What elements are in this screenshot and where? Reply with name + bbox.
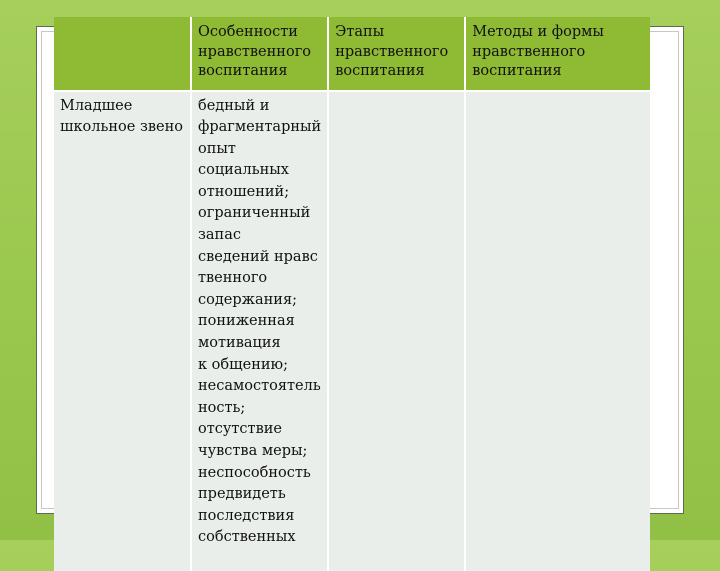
header-cell-methods: Методы и формы нравственного воспитания (465, 17, 650, 91)
cell-features: бедный и фрагментарный опыт социальных отношений; ограниченный запас сведений нравс твенного содержания; пониженная мотивация к общению; несамостоятель ность; отсутствие чувства меры; неспособность предвидеть последствия собственных (191, 91, 328, 571)
education-table (54, 17, 650, 571)
header-cell-features: Особенности нравственного воспитания (191, 17, 328, 91)
cell-school-level: Младшее школьное звено (54, 91, 191, 571)
table-header (54, 17, 650, 91)
cell-stages (328, 91, 465, 571)
cell-methods (465, 91, 650, 571)
header-cell-level (54, 17, 191, 91)
table-row (54, 91, 650, 571)
header-row (54, 17, 650, 91)
header-cell-stages: Этапы нравственного воспитания (328, 17, 465, 91)
